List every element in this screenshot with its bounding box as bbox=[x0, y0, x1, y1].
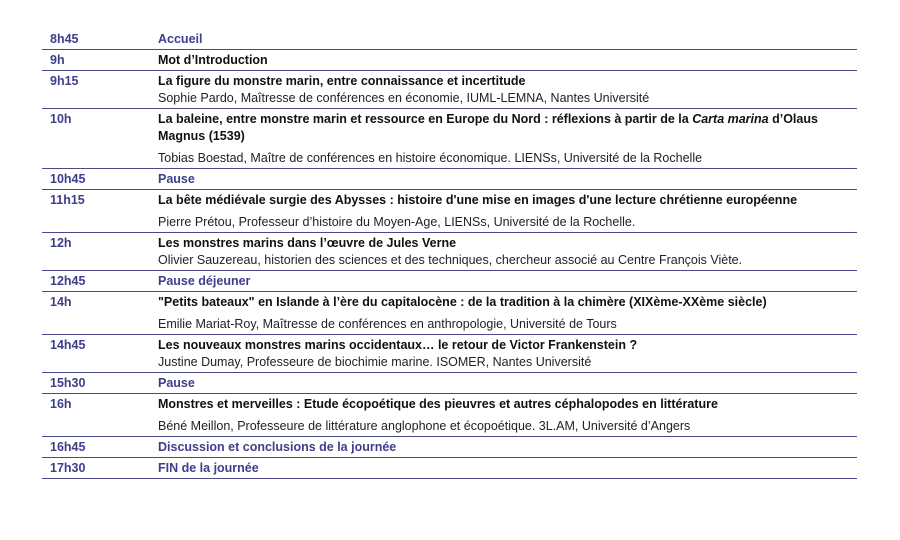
content-cell bbox=[158, 29, 857, 49]
program-row-1530 bbox=[42, 373, 857, 394]
speaker-line: Pierre Prétou, Professeur d’histoire du Moyen-Age, LIENSs, Université de la Rochelle. bbox=[158, 215, 636, 229]
program-row-1115 bbox=[42, 190, 857, 233]
time-cell: 16h bbox=[50, 397, 72, 411]
program-row-1600 bbox=[42, 394, 857, 437]
speaker-line: Béné Meillon, Professeure de littérature anglophone et écopoétique. 3L.AM, Université d’Angers bbox=[158, 419, 691, 433]
content-cell bbox=[158, 437, 857, 457]
time-cell: 15h30 bbox=[50, 376, 86, 390]
session-title: Les monstres marins dans l’œuvre de Jules Verne bbox=[158, 236, 457, 250]
session-title: Pause déjeuner bbox=[158, 274, 251, 288]
time-cell: 9h15 bbox=[50, 74, 79, 88]
program-row-1045 bbox=[42, 169, 857, 190]
speaker-line: Tobias Boestad, Maître de conférences en histoire économique. LIENSs, Université de la Rochelle bbox=[158, 151, 703, 165]
content-cell bbox=[158, 71, 857, 108]
time-cell: 11h15 bbox=[50, 193, 85, 207]
title-italic-part: Carta marina bbox=[692, 112, 769, 126]
time-cell: 17h30 bbox=[50, 461, 86, 475]
session-title: La figure du monstre marin, entre connaissance et incertitude bbox=[158, 74, 526, 88]
time-cell: 14h bbox=[50, 295, 72, 309]
speaker-line: Emilie Mariat-Roy, Maîtresse de conférences en anthropologie, Université de Tours bbox=[158, 317, 617, 331]
program-row-0845 bbox=[42, 29, 857, 50]
program-row-1400 bbox=[42, 292, 857, 335]
content-cell bbox=[158, 394, 857, 436]
content-cell bbox=[158, 271, 857, 291]
speaker-line: Olivier Sauzereau, historien des sciences et des techniques, chercheur associé au Centre François Viète. bbox=[158, 253, 743, 267]
time-cell: 9h bbox=[50, 53, 65, 67]
content-cell bbox=[158, 50, 857, 70]
content-cell bbox=[158, 109, 857, 168]
time-cell: 14h45 bbox=[50, 338, 86, 352]
speaker-line: Sophie Pardo, Maîtresse de conférences en économie, IUML-LEMNA, Nantes Université bbox=[158, 91, 650, 105]
speaker-line: Justine Dumay, Professeure de biochimie marine. ISOMER, Nantes Université bbox=[158, 355, 592, 369]
title-part-b: d’Olaus Magnus (1539) bbox=[158, 112, 818, 143]
time-cell: 16h45 bbox=[50, 440, 86, 454]
content-cell bbox=[158, 190, 857, 232]
content-cell bbox=[158, 458, 857, 478]
session-title: Pause bbox=[158, 376, 195, 390]
session-title: La bête médiévale surgie des Abysses : histoire d'une mise en images d'une lecture chrétienne européenne bbox=[158, 193, 798, 207]
session-title: Mot d’Introduction bbox=[158, 53, 268, 67]
program-row-1200 bbox=[42, 233, 857, 271]
title-part-a: La baleine, entre monstre marin et ressource en Europe du Nord : réflexions à partir de la bbox=[158, 112, 693, 126]
program-row-0900 bbox=[42, 50, 857, 71]
content-cell bbox=[158, 292, 857, 334]
session-title: Discussion et conclusions de la journée bbox=[158, 440, 397, 454]
program-row-1445 bbox=[42, 335, 857, 373]
session-title: FIN de la journée bbox=[158, 461, 259, 475]
program-row-1000 bbox=[42, 109, 857, 169]
content-cell bbox=[158, 169, 857, 189]
time-cell: 12h bbox=[50, 236, 72, 250]
time-cell: 10h bbox=[50, 112, 72, 126]
time-cell: 10h45 bbox=[50, 172, 86, 186]
program-row-1245 bbox=[42, 271, 857, 292]
program-row-0915 bbox=[42, 71, 857, 109]
content-cell bbox=[158, 335, 857, 372]
session-title: Accueil bbox=[158, 32, 203, 46]
content-cell bbox=[158, 373, 857, 393]
program-row-1730 bbox=[42, 458, 857, 479]
session-title bbox=[158, 111, 857, 145]
time-cell: 12h45 bbox=[50, 274, 86, 288]
session-title: "Petits bateaux" en Islande à l’ère du capitalocène : de la tradition à la chimère (XIXème-XXème siècle) bbox=[158, 295, 767, 309]
session-title: Monstres et merveilles : Etude écopoétique des pieuvres et autres céphalopodes en littérature bbox=[158, 397, 718, 411]
program-row-1645 bbox=[42, 437, 857, 458]
time-cell: 8h45 bbox=[50, 32, 79, 46]
session-title: Pause bbox=[158, 172, 195, 186]
content-cell bbox=[158, 233, 857, 270]
session-title: Les nouveaux monstres marins occidentaux… le retour de Victor Frankenstein ? bbox=[158, 338, 638, 352]
program-table bbox=[42, 29, 857, 479]
